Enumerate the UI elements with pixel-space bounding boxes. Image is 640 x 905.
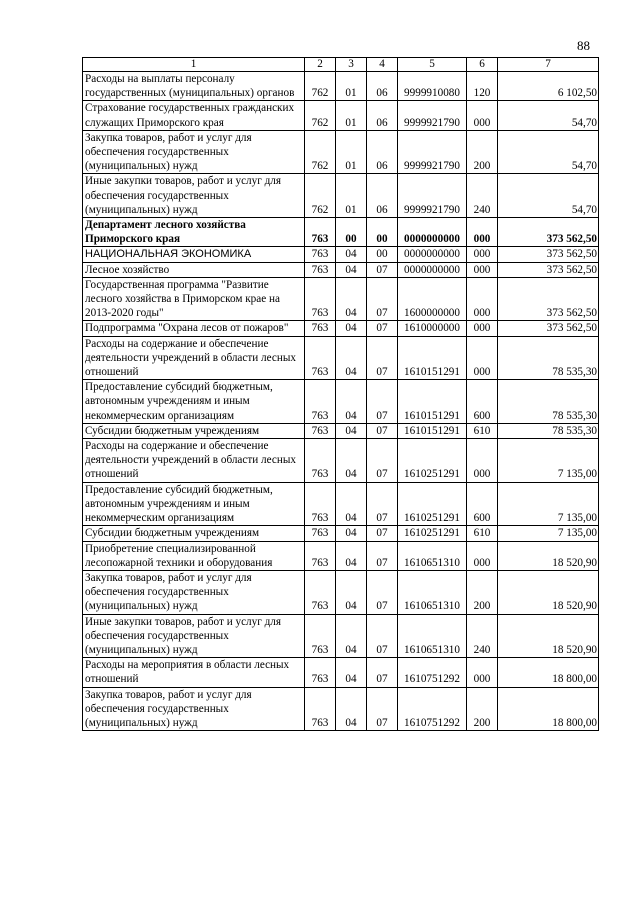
- row-name-cell: Предоставление субсидий бюджетным, автономным учреждениям и иным некоммерческим организациям: [83, 482, 305, 526]
- row-code-cell: 762: [305, 72, 336, 101]
- row-target-article-cell: 1600000000: [398, 277, 467, 321]
- row-amount-cell: 18 800,00: [498, 658, 599, 687]
- row-code-cell: 763: [305, 482, 336, 526]
- table-row: [83, 687, 599, 731]
- row-subsection-cell: 06: [367, 174, 398, 218]
- row-target-article-cell: 0000000000: [398, 247, 467, 262]
- row-name-cell: Государственная программа "Развитие лесного хозяйства в Приморском крае на 2013-2020 годы": [83, 277, 305, 321]
- row-section-cell: 04: [336, 658, 367, 687]
- row-target-article-cell: 9999921790: [398, 174, 467, 218]
- row-target-article-cell: 1610151291: [398, 336, 467, 380]
- table-row: [83, 614, 599, 658]
- row-amount-cell: 7 135,00: [498, 526, 599, 541]
- row-expense-type-cell: 200: [467, 687, 498, 731]
- row-amount-cell: 18 520,90: [498, 614, 599, 658]
- table-row: [83, 72, 599, 101]
- row-subsection-cell: 07: [367, 658, 398, 687]
- row-target-article-cell: 1610651310: [398, 570, 467, 614]
- row-code-cell: 763: [305, 541, 336, 570]
- row-name-cell: Субсидии бюджетным учреждениям: [83, 526, 305, 541]
- row-code-cell: 763: [305, 262, 336, 277]
- row-target-article-cell: 1610751292: [398, 687, 467, 731]
- row-subsection-cell: 06: [367, 101, 398, 130]
- row-amount-cell: 373 562,50: [498, 277, 599, 321]
- row-amount-cell: 18 800,00: [498, 687, 599, 731]
- row-expense-type-cell: 240: [467, 614, 498, 658]
- row-name-cell: Закупка товаров, работ и услуг для обеспечения государственных (муниципальных) нужд: [83, 687, 305, 731]
- row-amount-cell: 54,70: [498, 130, 599, 174]
- row-expense-type-cell: 610: [467, 423, 498, 438]
- row-subsection-cell: 07: [367, 380, 398, 424]
- row-name-cell: Подпрограмма "Охрана лесов от пожаров": [83, 321, 305, 336]
- row-expense-type-cell: 120: [467, 72, 498, 101]
- row-name-cell: НАЦИОНАЛЬНАЯ ЭКОНОМИКА: [83, 247, 305, 262]
- row-subsection-cell: 06: [367, 130, 398, 174]
- row-section-cell: 04: [336, 423, 367, 438]
- table-row: [83, 658, 599, 687]
- row-section-cell: 01: [336, 130, 367, 174]
- row-expense-type-cell: 610: [467, 526, 498, 541]
- table-row: [83, 570, 599, 614]
- table-row: [83, 174, 599, 218]
- table-row: [83, 439, 599, 483]
- row-code-cell: 763: [305, 321, 336, 336]
- row-code-cell: 763: [305, 380, 336, 424]
- table-row: [83, 101, 599, 130]
- row-subsection-cell: 07: [367, 482, 398, 526]
- row-code-cell: 763: [305, 336, 336, 380]
- row-expense-type-cell: 000: [467, 439, 498, 483]
- row-target-article-cell: 1610251291: [398, 439, 467, 483]
- row-section-cell: 04: [336, 321, 367, 336]
- row-amount-cell: 18 520,90: [498, 570, 599, 614]
- row-name-cell: Закупка товаров, работ и услуг для обеспечения государственных (муниципальных) нужд: [83, 130, 305, 174]
- row-name-cell: Страхование государственных гражданских служащих Приморского края: [83, 101, 305, 130]
- row-name-cell: Иные закупки товаров, работ и услуг для обеспечения государственных (муниципальных) нужд: [83, 614, 305, 658]
- row-name-cell: Расходы на содержание и обеспечение деятельности учреждений в области лесных отношений: [83, 439, 305, 483]
- row-expense-type-cell: 600: [467, 380, 498, 424]
- row-subsection-cell: 07: [367, 439, 398, 483]
- row-target-article-cell: 1610751292: [398, 658, 467, 687]
- table-row: [83, 482, 599, 526]
- row-amount-cell: 373 562,50: [498, 321, 599, 336]
- table-body: [83, 72, 599, 731]
- row-code-cell: 762: [305, 101, 336, 130]
- row-code-cell: 763: [305, 218, 336, 247]
- row-expense-type-cell: 000: [467, 336, 498, 380]
- row-section-cell: 01: [336, 174, 367, 218]
- table-row: [83, 218, 599, 247]
- row-section-cell: 04: [336, 541, 367, 570]
- row-section-cell: 04: [336, 614, 367, 658]
- header-cell: 2: [305, 58, 336, 72]
- header-cell: 3: [336, 58, 367, 72]
- row-subsection-cell: 07: [367, 570, 398, 614]
- row-section-cell: 04: [336, 380, 367, 424]
- row-target-article-cell: 9999910080: [398, 72, 467, 101]
- row-amount-cell: 373 562,50: [498, 262, 599, 277]
- row-code-cell: 763: [305, 423, 336, 438]
- table-header-row: [83, 58, 599, 72]
- row-subsection-cell: 07: [367, 262, 398, 277]
- row-subsection-cell: 00: [367, 247, 398, 262]
- row-expense-type-cell: 000: [467, 247, 498, 262]
- row-target-article-cell: 9999921790: [398, 130, 467, 174]
- row-code-cell: 763: [305, 570, 336, 614]
- row-section-cell: 04: [336, 687, 367, 731]
- row-section-cell: 04: [336, 336, 367, 380]
- row-name-cell: Приобретение специализированной лесопожарной техники и оборудования: [83, 541, 305, 570]
- row-subsection-cell: 07: [367, 336, 398, 380]
- row-code-cell: 763: [305, 526, 336, 541]
- row-amount-cell: 7 135,00: [498, 482, 599, 526]
- row-expense-type-cell: 000: [467, 262, 498, 277]
- row-code-cell: 762: [305, 174, 336, 218]
- row-expense-type-cell: 000: [467, 321, 498, 336]
- row-section-cell: 04: [336, 277, 367, 321]
- row-expense-type-cell: 200: [467, 130, 498, 174]
- table-row: [83, 321, 599, 336]
- row-amount-cell: 7 135,00: [498, 439, 599, 483]
- row-amount-cell: 6 102,50: [498, 72, 599, 101]
- row-subsection-cell: 07: [367, 687, 398, 731]
- row-amount-cell: 78 535,30: [498, 336, 599, 380]
- row-expense-type-cell: 000: [467, 541, 498, 570]
- row-expense-type-cell: 240: [467, 174, 498, 218]
- row-section-cell: 00: [336, 218, 367, 247]
- row-section-cell: 04: [336, 439, 367, 483]
- row-section-cell: 01: [336, 101, 367, 130]
- budget-table: [82, 57, 599, 731]
- row-section-cell: 04: [336, 570, 367, 614]
- row-amount-cell: 78 535,30: [498, 423, 599, 438]
- row-amount-cell: 373 562,50: [498, 218, 599, 247]
- table-row: [83, 247, 599, 262]
- row-subsection-cell: 07: [367, 423, 398, 438]
- header-cell: 6: [467, 58, 498, 72]
- row-target-article-cell: 1610000000: [398, 321, 467, 336]
- row-expense-type-cell: 600: [467, 482, 498, 526]
- row-subsection-cell: 00: [367, 218, 398, 247]
- header-cell: 5: [398, 58, 467, 72]
- row-target-article-cell: 1610151291: [398, 380, 467, 424]
- row-name-cell: Субсидии бюджетным учреждениям: [83, 423, 305, 438]
- row-amount-cell: 54,70: [498, 101, 599, 130]
- row-target-article-cell: 1610251291: [398, 526, 467, 541]
- row-code-cell: 763: [305, 439, 336, 483]
- row-code-cell: 763: [305, 277, 336, 321]
- row-section-cell: 04: [336, 247, 367, 262]
- row-section-cell: 04: [336, 262, 367, 277]
- row-subsection-cell: 07: [367, 277, 398, 321]
- row-subsection-cell: 07: [367, 526, 398, 541]
- row-subsection-cell: 06: [367, 72, 398, 101]
- row-target-article-cell: 1610651310: [398, 614, 467, 658]
- row-expense-type-cell: 000: [467, 218, 498, 247]
- row-name-cell: Департамент лесного хозяйства Приморского края: [83, 218, 305, 247]
- row-expense-type-cell: 000: [467, 277, 498, 321]
- row-name-cell: Предоставление субсидий бюджетным, автономным учреждениям и иным некоммерческим организациям: [83, 380, 305, 424]
- table-row: [83, 262, 599, 277]
- row-section-cell: 01: [336, 72, 367, 101]
- row-target-article-cell: 9999921790: [398, 101, 467, 130]
- row-subsection-cell: 07: [367, 321, 398, 336]
- row-name-cell: Закупка товаров, работ и услуг для обеспечения государственных (муниципальных) нужд: [83, 570, 305, 614]
- row-name-cell: Иные закупки товаров, работ и услуг для обеспечения государственных (муниципальных) нужд: [83, 174, 305, 218]
- row-name-cell: Расходы на мероприятия в области лесных отношений: [83, 658, 305, 687]
- table-row: [83, 336, 599, 380]
- header-cell: 4: [367, 58, 398, 72]
- row-amount-cell: 373 562,50: [498, 247, 599, 262]
- row-code-cell: 763: [305, 687, 336, 731]
- header-cell: 1: [83, 58, 305, 72]
- row-code-cell: 763: [305, 247, 336, 262]
- row-target-article-cell: 1610151291: [398, 423, 467, 438]
- row-code-cell: 762: [305, 130, 336, 174]
- row-subsection-cell: 07: [367, 541, 398, 570]
- row-amount-cell: 18 520,90: [498, 541, 599, 570]
- row-section-cell: 04: [336, 526, 367, 541]
- row-target-article-cell: 0000000000: [398, 262, 467, 277]
- table-row: [83, 130, 599, 174]
- row-name-cell: Расходы на содержание и обеспечение деятельности учреждений в области лесных отношений: [83, 336, 305, 380]
- table-row: [83, 526, 599, 541]
- header-cell: 7: [498, 58, 599, 72]
- row-target-article-cell: 1610651310: [398, 541, 467, 570]
- row-amount-cell: 78 535,30: [498, 380, 599, 424]
- row-expense-type-cell: 000: [467, 101, 498, 130]
- row-subsection-cell: 07: [367, 614, 398, 658]
- row-target-article-cell: 0000000000: [398, 218, 467, 247]
- row-expense-type-cell: 000: [467, 658, 498, 687]
- row-section-cell: 04: [336, 482, 367, 526]
- row-expense-type-cell: 200: [467, 570, 498, 614]
- page-number: 88: [577, 38, 590, 53]
- row-code-cell: 763: [305, 614, 336, 658]
- row-amount-cell: 54,70: [498, 174, 599, 218]
- table-row: [83, 423, 599, 438]
- table-row: [83, 541, 599, 570]
- table-row: [83, 380, 599, 424]
- row-target-article-cell: 1610251291: [398, 482, 467, 526]
- row-name-cell: Лесное хозяйство: [83, 262, 305, 277]
- row-code-cell: 763: [305, 658, 336, 687]
- table-row: [83, 277, 599, 321]
- row-name-cell: Расходы на выплаты персоналу государственных (муниципальных) органов: [83, 72, 305, 101]
